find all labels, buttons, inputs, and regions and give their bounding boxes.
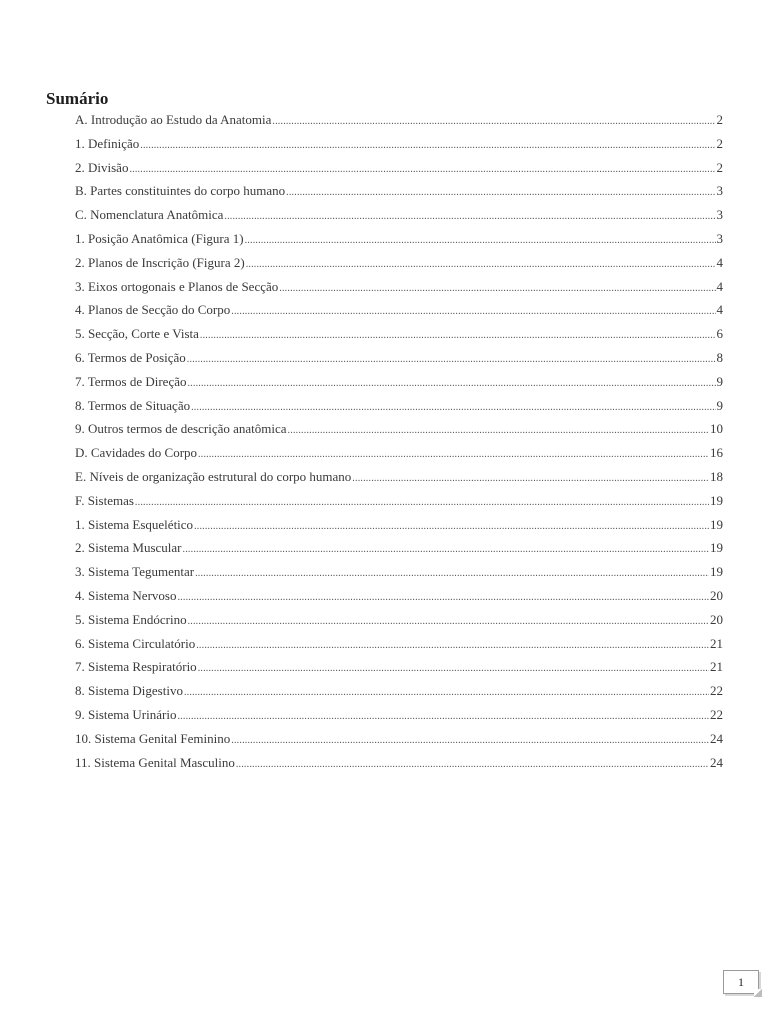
toc-entry-label: 8. Termos de Situação [75,397,191,413]
toc-entry-label: 1. Definição [75,135,140,151]
toc-entry-page-number: 19 [710,540,723,556]
toc-entry-page-number: 2 [716,112,723,127]
toc-entry-page-number: 3 [716,230,723,246]
toc-entry[interactable] [75,584,723,608]
toc-entry-label: 5. Sistema Endócrino [75,611,187,627]
toc-entry-label: 6. Termos de Posição [75,349,186,365]
toc-entry[interactable] [75,179,723,203]
toc-entry[interactable] [75,441,723,465]
toc-entry-label: 6. Sistema Circulatório [75,635,196,651]
toc-dot-leader [279,277,715,301]
toc-dot-leader [198,657,709,681]
toc-entry[interactable] [75,679,723,703]
toc-entry-label: 1. Posição Anatômica (Figura 1) [75,230,244,246]
toc-entry[interactable] [75,156,723,180]
toc-entry[interactable] [75,108,723,132]
toc-entry-label: 9. Outros termos de descrição anatômica [75,421,287,437]
toc-entry-label: 2. Divisão [75,159,129,175]
toc-entry-label: B. Partes constituintes do corpo humano [75,183,286,199]
toc-entry-label: D. Cavidades do Corpo [75,445,198,461]
toc-entry-label: 3. Eixos ortogonais e Planos de Secção [75,278,279,294]
toc-entry-page-number: 24 [710,754,723,770]
toc-entry-page-number: 22 [710,683,723,699]
toc-entry[interactable] [75,251,723,275]
toc-entry-page-number: 20 [710,611,723,627]
toc-entry-label: 9. Sistema Urinário [75,706,177,722]
toc-dot-leader [183,538,709,562]
toc-dot-leader [245,229,716,253]
toc-dot-leader [191,396,715,420]
toc-entry[interactable] [75,417,723,441]
toc-entry[interactable] [75,203,723,227]
toc-dot-leader [196,634,709,658]
toc-entry-page-number: 4 [716,302,723,318]
toc-entry[interactable] [75,132,723,156]
toc-entry-page-number: 3 [716,183,723,199]
toc-dot-leader [231,300,715,324]
toc-entry-label: 5. Secção, Corte e Vista [75,326,199,342]
page-number: 1 [723,970,759,994]
toc-entry-label: 2. Planos de Inscrição (Figura 2) [75,254,245,270]
toc-entry-page-number: 19 [710,516,723,532]
toc-dot-leader [187,372,715,396]
toc-entry-label: 8. Sistema Digestivo [75,683,183,699]
toc-entry-label: 3. Sistema Tegumentar [75,564,195,580]
toc-dot-leader [231,729,709,753]
toc-entry-page-number: 21 [710,659,723,675]
toc-entry-page-number: 4 [716,278,723,294]
toc-entry-page-number: 2 [716,135,723,151]
toc-entry-page-number: 16 [710,445,723,461]
toc-entry-label: 11. Sistema Genital Masculino [75,754,235,770]
toc-entry-page-number: 19 [710,564,723,580]
toc-entry[interactable] [75,322,723,346]
toc-entry-label: 2. Sistema Muscular [75,540,182,556]
toc-entry[interactable] [75,346,723,370]
toc-entry[interactable] [75,608,723,632]
toc-entry[interactable] [75,727,723,751]
toc-dot-leader [188,610,709,634]
toc-entry[interactable] [75,370,723,394]
toc-entry[interactable] [75,465,723,489]
toc-entry-label: 4. Sistema Nervoso [75,587,177,603]
toc-entry[interactable] [75,560,723,584]
toc-dot-leader [177,705,709,729]
toc-entry-label: F. Sistemas [75,492,134,508]
toc-entry-page-number: 6 [716,326,723,342]
toc-entry-page-number: 10 [710,421,723,437]
toc-dot-leader [184,681,709,705]
toc-entry[interactable] [75,655,723,679]
toc-entry[interactable] [75,275,723,299]
toc-dot-leader [200,324,716,348]
toc-dot-leader [288,419,709,443]
toc-dot-leader [224,205,715,229]
toc-dot-leader [129,158,715,182]
toc-dot-leader [135,491,709,515]
table-of-contents [75,108,723,774]
toc-entry-label: C. Nomenclatura Anatômica [75,207,224,223]
toc-dot-leader [236,753,709,777]
toc-entry-label: 10. Sistema Genital Feminino [75,730,231,746]
toc-entry-page-number: 4 [716,254,723,270]
toc-entry-page-number: 22 [710,706,723,722]
toc-entry[interactable] [75,536,723,560]
toc-dot-leader [177,586,709,610]
toc-dot-leader [352,467,709,491]
toc-dot-leader [195,562,709,586]
toc-entry-page-number: 21 [710,635,723,651]
toc-entry-page-number: 19 [710,492,723,508]
toc-entry-page-number: 24 [710,730,723,746]
toc-entry-label: 1. Sistema Esquelético [75,516,194,532]
toc-entry-page-number: 18 [710,468,723,484]
toc-entry[interactable] [75,632,723,656]
toc-entry[interactable] [75,751,723,775]
toc-entry-page-number: 2 [716,159,723,175]
toc-entry[interactable] [75,703,723,727]
toc-entry-label: 4. Planos de Secção do Corpo [75,302,231,318]
toc-entry[interactable] [75,227,723,251]
toc-entry-page-number: 8 [716,349,723,365]
toc-entry-label: 7. Sistema Respiratório [75,659,197,675]
toc-dot-leader [198,443,709,467]
toc-entry-page-number: 9 [716,373,723,389]
toc-entry-page-number: 20 [710,587,723,603]
toc-title: Sumário [46,89,109,108]
toc-entry-label: A. Introdução ao Estudo da Anatomia [75,112,272,127]
toc-entry-page-number: 9 [716,397,723,413]
toc-entry-page-number: 3 [716,207,723,223]
toc-dot-leader [272,110,715,134]
toc-dot-leader [187,348,716,372]
toc-entry[interactable] [75,489,723,513]
toc-dot-leader [286,181,715,205]
toc-dot-leader [194,515,709,539]
toc-entry[interactable] [75,394,723,418]
toc-dot-leader [140,134,715,158]
toc-entry[interactable] [75,513,723,537]
toc-dot-leader [246,253,716,277]
toc-entry-label: E. Níveis de organização estrutural do corpo humano [75,468,352,484]
toc-entry[interactable] [75,298,723,322]
toc-entry-label: 7. Termos de Direção [75,373,187,389]
